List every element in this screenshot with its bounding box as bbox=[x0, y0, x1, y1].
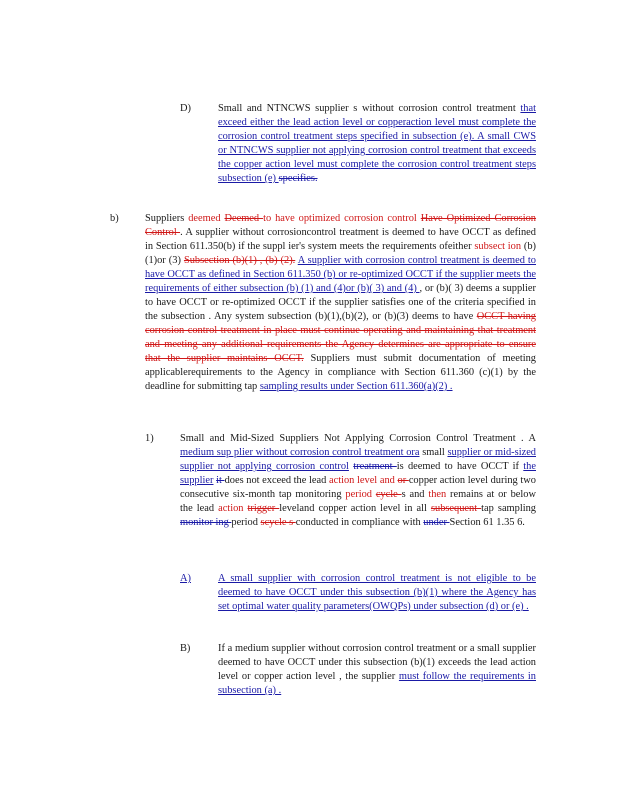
text-segment: action level and bbox=[328, 475, 398, 486]
item-label-D: D) bbox=[180, 103, 191, 114]
paragraph-A bbox=[218, 572, 536, 614]
text-segment: A supplier with corrosion control treatment is deemed to have OCCT as defined in Section 611.350 (b) or re-optimized OCCT if the supplier meets the requirements of either subsection (b) (1) and (4)or (b)( 3) and (4) bbox=[145, 255, 536, 294]
text-segment: subsect ion bbox=[474, 241, 524, 252]
text-segment: OCCT having corrosion control treatment in place must continue operating and maintaining that treatment and meeting any additional requirements the Agency determines are appropriate to ensure that the supplier maintains OCCT. bbox=[145, 311, 536, 364]
text-segment: deemed bbox=[188, 213, 225, 224]
text-segment: must follow the requirements in subsection (a) . bbox=[218, 671, 536, 696]
text-segment: scycle s bbox=[260, 517, 296, 528]
text-segment: Have Optimized Corrosion Control bbox=[145, 213, 537, 238]
text-segment: Suppliers bbox=[145, 213, 189, 224]
text-segment: then bbox=[428, 489, 451, 500]
text-segment: to have optimized corrosion control bbox=[263, 213, 421, 224]
text-segment: A small supplier with corrosion control treatment is not eligible to be deemed to have OCCT under this subsection (b)(1) where the Agency has set optimal water quality parameters(OWQPs) under subsection (d) or (e) . bbox=[218, 573, 536, 612]
text-segment: s and bbox=[401, 489, 429, 500]
text-segment: treatment bbox=[353, 461, 397, 472]
text-segment: . A supplier without corrosioncontrol treatment is deemed to have OCCT as defined in Section 611.350(b) if the suppl ier's system meets the requirements ofeither bbox=[145, 227, 536, 252]
text-segment: If a medium supplier without corrosion control treatment or a small supplier deemed to have OCCT under this subsection (b)(1) exceeds the lead action level or copper action level , the supplier bbox=[218, 643, 536, 682]
paragraph-b bbox=[145, 212, 536, 394]
text-segment: under bbox=[423, 517, 450, 528]
text-segment: specifies. bbox=[278, 173, 318, 184]
text-segment: Section 61 1.35 6. bbox=[449, 517, 525, 528]
text-segment: that exceed either the lead action level or copperaction level must complete the corrosion control treatment steps specified in subsection (e). A small CWS or NTNCWS supplier not applying corrosion control treatment that exceeds the copper action level must complete the corrosion control treatment steps subsection (e) bbox=[218, 103, 536, 184]
text-segment: or bbox=[397, 475, 409, 486]
text-segment: tap sampling bbox=[481, 503, 536, 514]
text-segment: Small and NTNCWS supplier s without corrosion control treatment bbox=[218, 103, 521, 114]
text-segment: period bbox=[345, 489, 376, 500]
item-label-b: b) bbox=[110, 213, 119, 224]
text-segment: leveland copper action level in all bbox=[279, 503, 431, 514]
text-segment: Deemed bbox=[224, 213, 264, 224]
text-segment: action bbox=[218, 503, 248, 514]
text-segment: Subsection (b)(1) , (b) (2). bbox=[183, 255, 296, 266]
text-segment: trigger bbox=[247, 503, 280, 514]
item-label-A: A) bbox=[180, 573, 191, 584]
text-segment: the supplier bbox=[180, 461, 536, 486]
text-segment: it bbox=[216, 475, 225, 486]
paragraph-B bbox=[218, 642, 536, 698]
text-segment: (b)(1)or (3) bbox=[145, 241, 537, 266]
paragraph-1 bbox=[180, 432, 536, 530]
text-segment: , or (b)( 3) deems a supplier to have OCCT or re-optimized OCCT if the supplier satisfies one of the criteria specified in the subsection . Any system subsection (b)(1),(b)(2), or (b)(3) deems to have bbox=[145, 283, 536, 322]
text-segment: conducted in compliance with bbox=[295, 517, 424, 528]
text-segment: cycle bbox=[375, 489, 402, 500]
text-segment: medium sup plier without corrosion control treatment ora bbox=[180, 447, 420, 458]
text-segment: sampling results under Section 611.360(a)(2) . bbox=[259, 381, 453, 392]
item-label-1: 1) bbox=[145, 433, 154, 444]
text-segment: does not exceed the lead bbox=[224, 475, 329, 486]
text-segment: monitor ing bbox=[180, 517, 232, 528]
text-segment: Small and Mid-Sized Suppliers Not Applying Corrosion Control Treatment . A bbox=[180, 433, 536, 444]
text-segment: supplier or mid-sized supplier not applying corrosion control bbox=[180, 447, 536, 472]
text-segment: Suppliers must submit documentation of meeting applicablerequirements to the Agency in compliance with Section 611.360 (c)(1) by the deadline for submitting tap bbox=[145, 353, 536, 392]
item-label-B: B) bbox=[180, 643, 191, 654]
text-segment: remains at or below the lead bbox=[180, 489, 537, 514]
text-segment: is deemed to have OCCT if bbox=[396, 461, 524, 472]
paragraph-D bbox=[218, 102, 536, 186]
text-segment: small bbox=[419, 447, 448, 458]
text-segment: subsequent bbox=[430, 503, 482, 514]
text-segment: copper action level during two consecutive six-month tap monitoring bbox=[180, 475, 536, 500]
text-segment: period bbox=[231, 517, 261, 528]
